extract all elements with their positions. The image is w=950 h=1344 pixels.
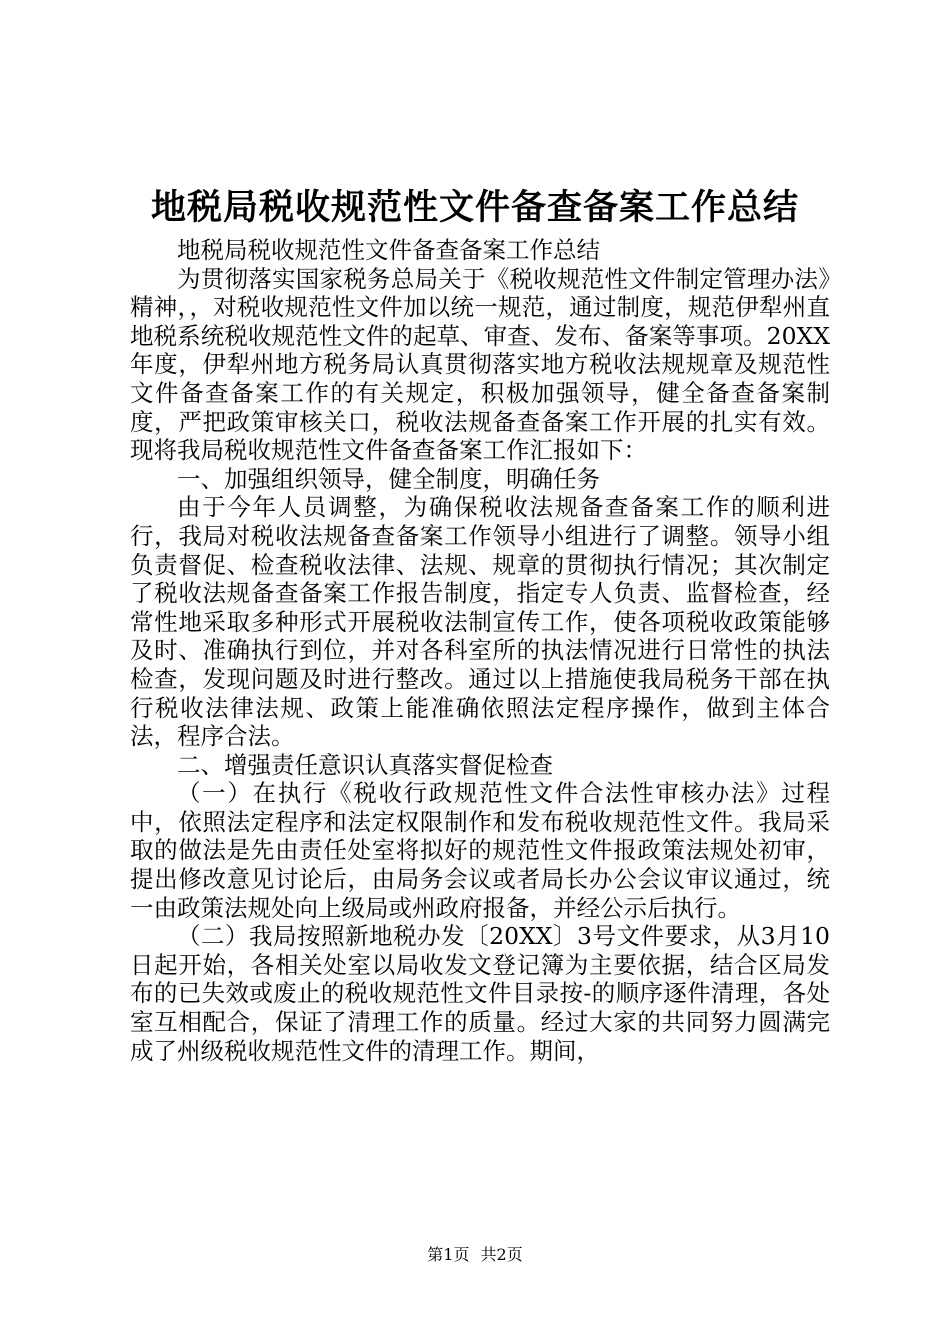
section-2-item-1: （一）在执行《税收行政规范性文件合法性审核办法》过程中，依照法定程序和法定权限制作和发布税收规范性文件。我局采取的做法是先由责任处室将拟好的规范性文件报政策法规处初审，提出修改意见讨论后，由局务会议或者局长办公会议审议通过，统一由政策法规处向上级局或州政府报备，并经公示后执行。 [130,779,830,922]
section-1-paragraph: 由于今年人员调整，为确保税收法规备查备案工作的顺利进行，我局对税收法规备查备案工作领导小组进行了调整。领导小组负责督促、检查税收法律、法规、规章的贯彻执行情况；其次制定了税收法规备查备案工作报告制度，指定专人负责、监督检查，经常性地采取多种形式开展税收法制宣传工作，使各项税收政策能够及时、准确执行到位，并对各科室所的执法情况进行日常性的执法检查，发现问题及时进行整改。通过以上措施使我局税务干部在执行税收法律法规、政策上能准确依照法定程序操作，做到主体合法，程序合法。 [130,493,830,751]
page-count: 共2页 [480,1245,523,1264]
page-number: 第1页 [427,1245,470,1264]
section-heading-2: 二、增强责任意识认真落实督促检查 [177,750,553,779]
intro-paragraph: 为贯彻落实国家税务总局关于《税收规范性文件制定管理办法》精神，，对税收规范性文件加以统一规范，通过制度，规范伊犁州直地税系统税收规范性文件的起草、审查、发布、备案等事项。20XX年度，伊犁州地方税务局认真贯彻落实地方税收法规规章及规范性文件备查备案工作的有关规定，积极加强领导，健全备查备案制度，严把政策审核关口，税收法规备查备案工作开展的扎实有效。现将我局税收规范性文件备查备案工作汇报如下： [130,264,830,465]
document-body [130,236,830,1065]
section-2-item-2: （二）我局按照新地税办发〔20XX〕3号文件要求，从3月10日起开始，各相关处室以局收发文登记簿为主要依据，结合区局发布的已失效或废止的税收规范性文件目录按-的顺序逐件清理，各处室互相配合，保证了清理工作的质量。经过大家的共同努力圆满完成了州级税收规范性文件的清理工作。期间， [130,922,830,1065]
document-subtitle: 地税局税收规范性文件备查备案工作总结 [177,236,600,264]
document-title: 地税局税收规范性文件备查备案工作总结 [150,188,799,228]
section-heading-1: 一、加强组织领导，健全制度，明确任务 [177,464,600,493]
page-footer [0,1244,950,1266]
